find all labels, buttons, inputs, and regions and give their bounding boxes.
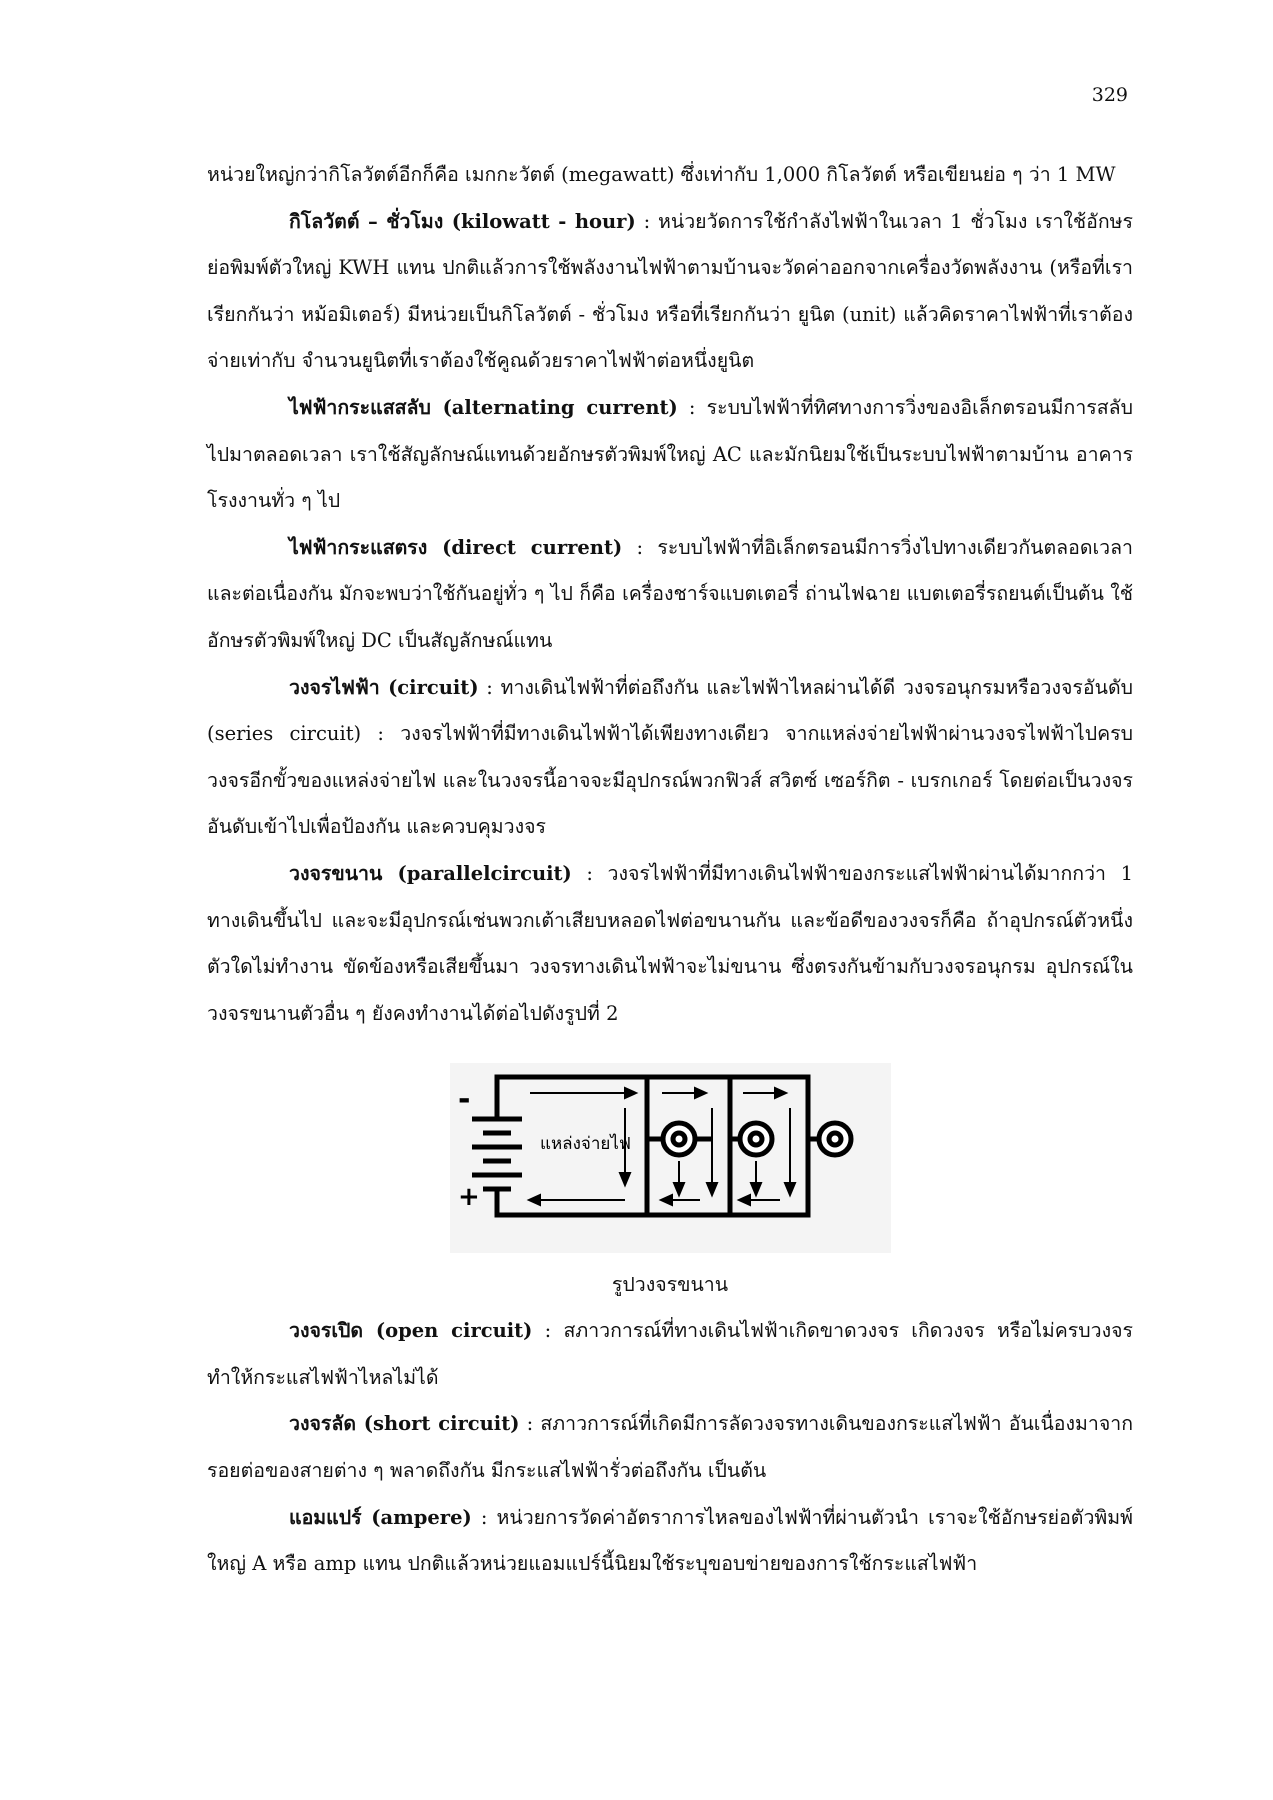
parallel-circuit-figure <box>450 1063 891 1253</box>
plus-sign: + <box>457 1182 480 1213</box>
paragraph-kilowatt-hour <box>207 199 1133 385</box>
parallel-circuit-diagram <box>450 1063 891 1253</box>
figure-background <box>450 1063 891 1253</box>
term-kilowatt-hour: กิโลวัตต์ – ชั่วโมง (kilowatt - hour) <box>289 209 636 233</box>
paragraph-circuit <box>207 665 1133 851</box>
term-direct-current: ไฟฟ้ากระแสตรง (direct current) <box>289 535 623 559</box>
definition-parallel-circuit: : วงจรไฟฟ้าที่มีทางเดินไฟฟ้าของกระแสไฟฟ้าผ่านได้มากกว่า 1 ทางเดินขึ้นไป และจะมีอุปกรณ์เช่นพวกเต้าเสียบหลอดไฟต่อขนานกัน และข้อดีของวงจรก็คือ ถ้าอุปกรณ์ตัวหนึ่งตัวใดไม่ทำงาน ขัดข้องหรือเสียขึ้นมา วงจรทางเดินไฟฟ้าจะไม่ขนาน ซึ่งตรงกันข้ามกับวงจรอนุกรม อุปกรณ์ในวงจรขนานตัวอื่น ๆ ยังคงทำงานได้ต่อไปดังรูปที่ 2 <box>207 861 1133 1025</box>
definition-kilowatt-hour: : หน่วยวัดการใช้กำลังไฟฟ้าในเวลา 1 ชั่วโมง เราใช้อักษรย่อพิมพ์ตัวใหญ่ KWH แทน ปกติแล้วการใช้พลังงานไฟฟ้าตามบ้านจะวัดค่าออกจากเครื่องวัดพลังงาน (หรือที่เราเรียกกันว่า หม้อมิเตอร์) มีหน่วยเป็นกิโลวัตต์ - ชั่วโมง หรือที่เรียกกันว่า ยูนิต (unit) แล้วคิดราคาไฟฟ้าที่เราต้องจ่ายเท่ากับ จำนวนยูนิตที่เราต้องใช้คูณด้วยราคาไฟฟ้าต่อหนึ่งยูนิต <box>207 209 1133 373</box>
paragraph-text: หน่วยใหญ่กว่ากิโลวัตต์อีกก็คือ เมกกะวัตต์ (megawatt) ซึ่งเท่ากับ 1,000 กิโลวัตต์ หรือเขียนย่อ ๆ ว่า 1 MW <box>207 163 1116 186</box>
term-short-circuit: วงจรลัด (short circuit) <box>289 1412 520 1436</box>
term-ampere: แอมแปร์ (ampere) <box>289 1505 472 1529</box>
definition-direct-current: : ระบบไฟฟ้าที่อิเล็กตรอนมีการวิ่งไปทางเดียวกันตลอดเวลา และต่อเนื่องกัน มักจะพบว่าใช้กันอยู่ทั่ว ๆ ไป ก็คือ เครื่องชาร์จแบตเตอรี่ ถ่านไฟฉาย แบตเตอรี่รถยนต์เป็นต้น ใช้อักษรตัวพิมพ์ใหญ่ DC เป็นสัญลักษณ์แทน <box>207 535 1133 652</box>
definition-ampere: : หน่วยการวัดค่าอัตราการไหลของไฟฟ้าที่ผ่านตัวนำ เราจะใช้อักษรย่อตัวพิมพ์ใหญ่ A หรือ amp แทน ปกติแล้วหน่วยแอมแปร์นี้นิยมใช้ระบุขอบข่ายของการใช้กระแสไฟฟ้า <box>207 1505 1133 1576</box>
paragraph-ampere <box>207 1495 1133 1588</box>
paragraph-megawatt <box>207 152 1133 199</box>
lamp-group <box>647 1123 851 1155</box>
page-content <box>207 152 1133 1588</box>
definition-open-circuit: : สภาวการณ์ที่ทางเดินไฟฟ้าเกิดขาดวงจร เกิดวงจร หรือไม่ครบวงจร ทำให้กระแสไฟฟ้าไหลไม่ได้ <box>207 1319 1134 1389</box>
paragraph-direct-current <box>207 525 1133 665</box>
term-circuit: วงจรไฟฟ้า (circuit) <box>289 675 479 699</box>
term-parallel-circuit: วงจรขนาน (parallelcircuit) <box>289 861 572 885</box>
definition-short-circuit: : สภาวการณ์ที่เกิดมีการลัดวงจรทางเดินของกระแสไฟฟ้า อันเนื่องมาจากรอยต่อของสายต่าง ๆ พลาดถึงกัน มีกระแสไฟฟ้ารั่วต่อถึงกัน เป็นต้น <box>207 1412 1133 1483</box>
paragraph-short-circuit <box>207 1401 1133 1494</box>
definition-alternating-current: : ระบบไฟฟ้าที่ทิศทางการวิ่งของอิเล็กตรอนมีการสลับไปมาตลอดเวลา เราใช้สัญลักษณ์แทนด้วยอักษรตัวพิมพ์ใหญ่ AC และมักนิยมใช้เป็นระบบไฟฟ้าตามบ้าน อาคาร โรงงานทั่ว ๆ ไป <box>207 395 1133 513</box>
term-alternating-current: ไฟฟ้ากระแสสลับ (alternating current) <box>289 395 678 419</box>
term-open-circuit: วงจรเปิด (open circuit) <box>289 1319 533 1343</box>
paragraph-open-circuit <box>207 1308 1133 1401</box>
figure-caption: รูปวงจรขนาน <box>611 1273 729 1297</box>
paragraph-alternating-current <box>207 385 1133 525</box>
source-label: แหล่งจ่ายไฟ <box>539 1134 631 1155</box>
minus-sign: - <box>457 1082 470 1118</box>
paragraph-parallel-circuit <box>207 851 1133 1037</box>
definition-circuit: : ทางเดินไฟฟ้าที่ต่อถึงกัน และไฟฟ้าไหลผ่านได้ดี วงจรอนุกรมหรือวงจรอันดับ (series circuit) : วงจรไฟฟ้าที่มีทางเดินไฟฟ้าได้เพียงทางเดียว จากแหล่งจ่ายไฟฟ้าผ่านวงจรไฟฟ้าไปครบวงจรอีกขั้วของแหล่งจ่ายไฟ และในวงจรนี้อาจจะมีอุปกรณ์พวกฟิวส์ สวิตซ์ เซอร์กิต - เบรกเกอร์ โดยต่อเป็นวงจรอันดับเข้าไปเพื่อป้องกัน และควบคุมวงจร <box>207 675 1133 839</box>
page-number: 329 <box>1091 84 1128 106</box>
